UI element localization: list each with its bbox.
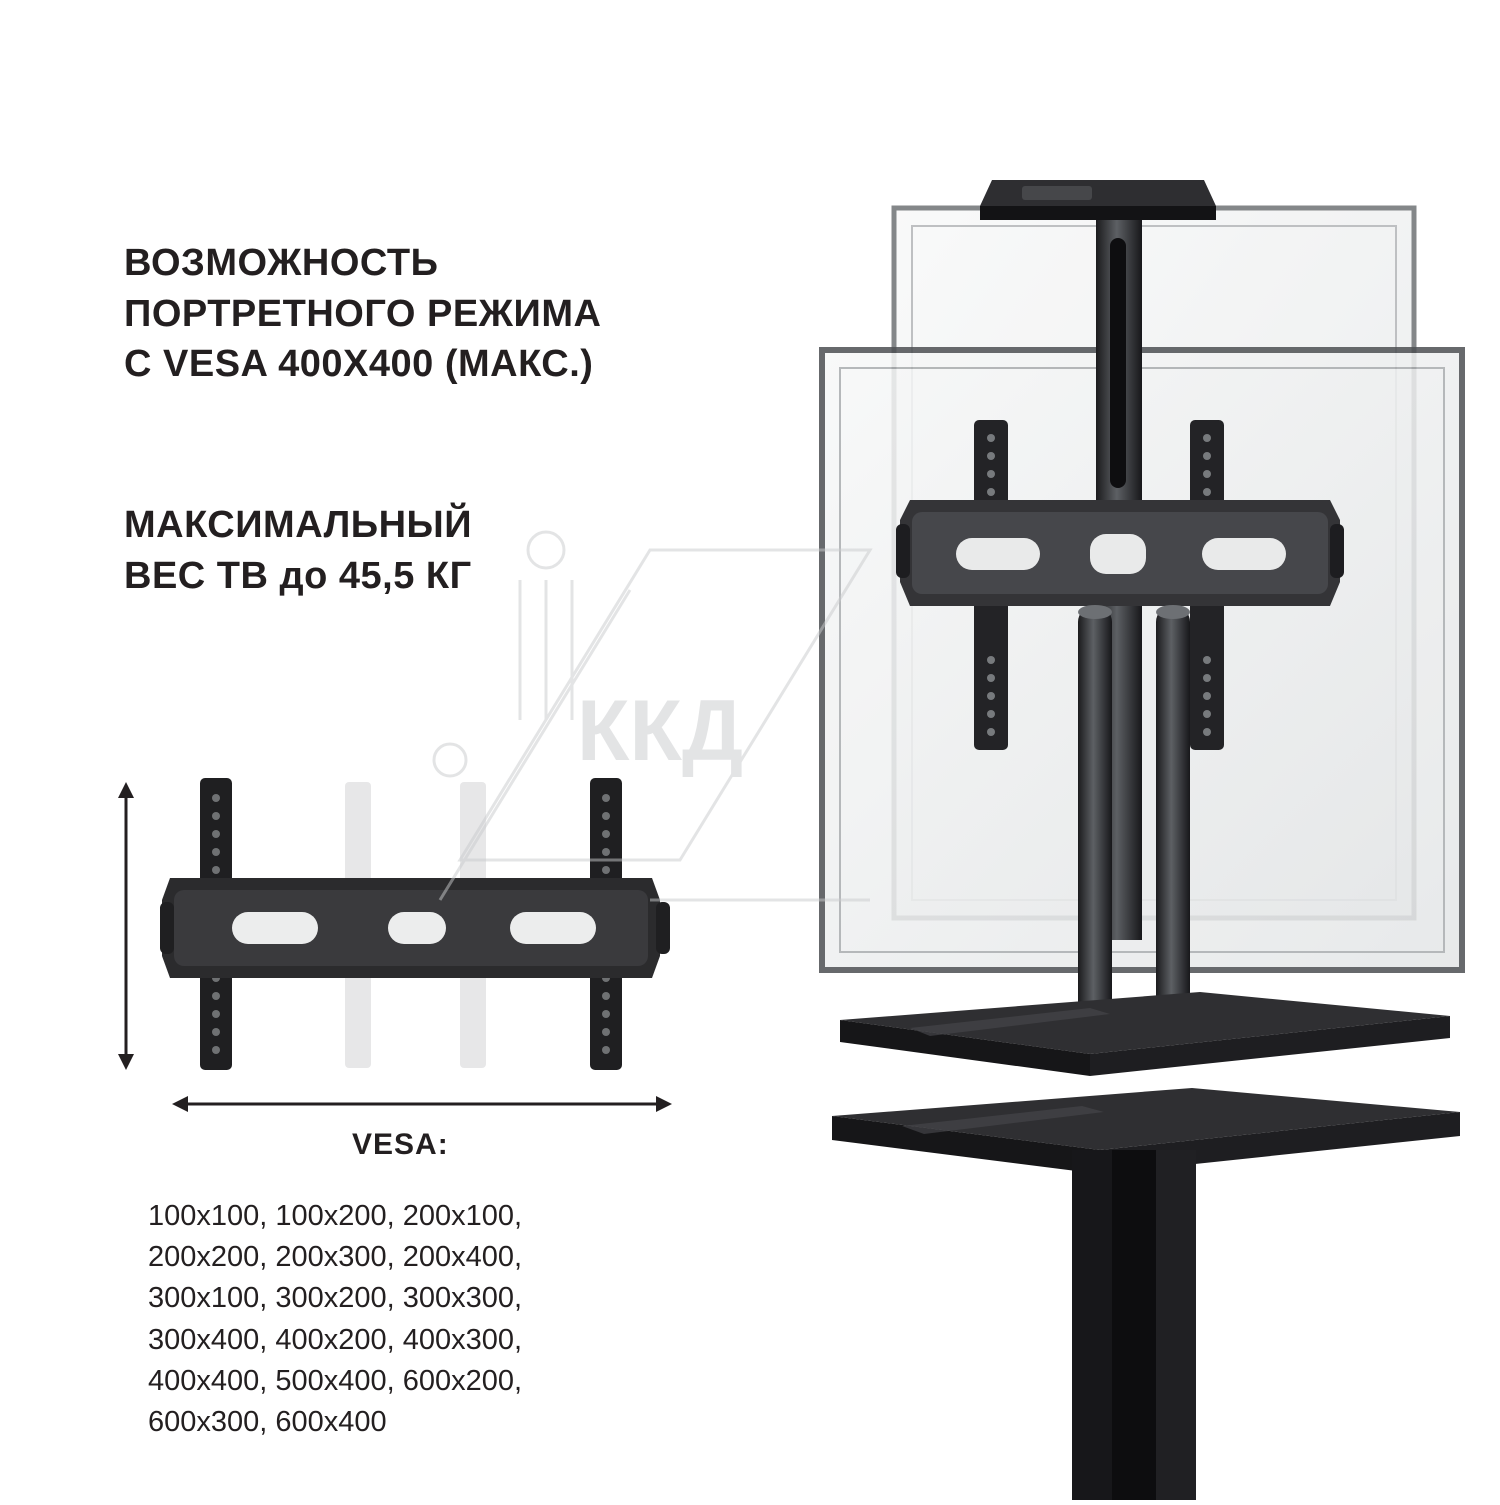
bracket-plate-icon: [160, 770, 670, 1080]
vesa-pattern-line-5: 400x400, 500x400, 600x200,: [148, 1364, 523, 1397]
upper-shelf: [840, 992, 1450, 1076]
vesa-pattern-list: [148, 1196, 768, 1443]
product-illustration: [760, 120, 1480, 1500]
vesa-pattern-line-6: 600x300, 600x400: [148, 1405, 387, 1438]
watermark-text: ККД: [576, 683, 744, 779]
vesa-pattern-line-4: 300x400, 400x200, 400x300,: [148, 1323, 523, 1356]
top-camera-shelf: [980, 180, 1216, 220]
subheadline-block: [124, 500, 764, 601]
vesa-bracket-diagram: [100, 770, 680, 1130]
headline-line-1: ВОЗМОЖНОСТЬ: [124, 242, 439, 284]
headline-line-3: С VESA 400X400 (МАКС.): [124, 343, 594, 386]
vesa-pattern-line-3: 300x100, 300x200, 300x300,: [148, 1282, 523, 1315]
tv-stand-svg: [760, 120, 1480, 1500]
vesa-pattern-line-2: 200x200, 200x300, 200x400,: [148, 1241, 523, 1274]
subheadline-line-1: МАКСИМАЛЬНЫЙ: [124, 504, 473, 546]
headline-block: [124, 238, 824, 390]
base-legs: [1072, 1150, 1196, 1500]
headline-line-2: ПОРТРЕТНОГО РЕЖИМА: [124, 292, 602, 335]
subheadline-line-2: ВЕС ТВ до 45,5 КГ: [124, 554, 472, 597]
vesa-title-label: VESA:: [352, 1128, 449, 1161]
vesa-pattern-line-1: 100x100, 100x200, 200x100,: [148, 1200, 523, 1232]
width-dimension-arrow-icon: [172, 1092, 672, 1116]
height-dimension-arrow-icon: [114, 782, 138, 1070]
